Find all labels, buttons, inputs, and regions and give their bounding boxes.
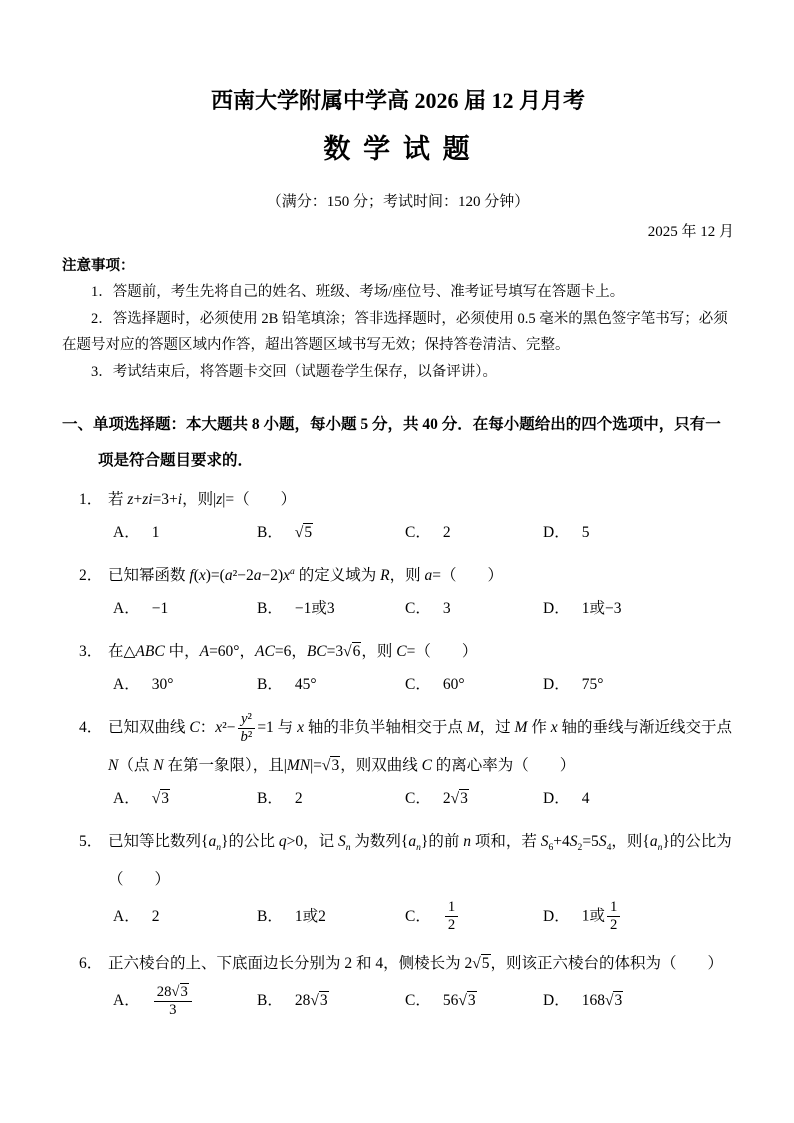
option-label: D． — [543, 790, 570, 807]
question-list — [62, 481, 734, 1019]
option-label: B． — [257, 676, 283, 693]
option-label: D． — [543, 907, 570, 925]
option-a — [113, 983, 257, 1020]
option-text: 2 — [294, 790, 303, 807]
notice-item-1: 1．答题前，考生先将自己的姓名、班级、考场/座位号、准考证号填写在答题卡上。 — [91, 284, 625, 300]
question-stem: 已知幂函数 $f(x)=(a^2-2a-2)x^a$ 的定义域为 R，则 a=（ ） — [108, 565, 503, 584]
option-text: √3 — [151, 790, 169, 807]
option-text: 1或 $\frac{1}{2}$ — [582, 899, 623, 935]
question-stem: 若 z+zi=3+i，则|z|=（ ） — [108, 491, 297, 508]
option-label: A． — [113, 524, 140, 541]
option-c — [405, 671, 543, 699]
option-label: B． — [257, 992, 283, 1010]
option-c — [405, 899, 543, 935]
option-text: 2 — [151, 907, 160, 925]
options-row — [113, 595, 734, 623]
option-label: D． — [543, 600, 570, 617]
option-text: $\frac{28√3}{3}$ — [152, 983, 194, 1020]
option-label: A． — [113, 907, 140, 925]
option-c — [405, 519, 543, 547]
option-label: C． — [405, 676, 431, 693]
question-body — [108, 945, 734, 1020]
option-text: −1 — [151, 600, 169, 617]
options-row — [113, 899, 734, 935]
exam-session-title: 西南大学附属中学高 2026 届 12 月月考 — [210, 88, 585, 113]
question-body — [108, 709, 734, 813]
option-label: B． — [257, 790, 283, 807]
options-row — [113, 983, 734, 1020]
option-c — [405, 595, 543, 623]
option-d — [543, 519, 589, 547]
option-text: 168√3 — [581, 992, 623, 1010]
options-row — [113, 519, 734, 547]
option-b — [257, 671, 405, 699]
question-item-2 — [62, 557, 734, 623]
option-label: C． — [405, 790, 431, 807]
option-text: $\frac{1}{2}$ — [443, 899, 460, 935]
question-stem: 在△ABC 中，A=60°，AC=6，BC=3√6，则 C=（ ） — [108, 643, 478, 660]
option-label: C． — [405, 524, 431, 541]
option-label: D． — [543, 676, 570, 693]
option-text: 45° — [294, 676, 317, 693]
question-item-6 — [62, 945, 734, 1020]
option-c — [405, 987, 543, 1015]
option-text: 1或2 — [294, 907, 326, 925]
option-text: 2 — [442, 524, 451, 541]
option-a — [113, 903, 257, 931]
option-a — [113, 595, 257, 623]
exam-date: 2025 年 12 月 — [647, 224, 734, 240]
option-text: 1或−3 — [581, 600, 622, 617]
question-stem: 正六棱台的上、下底面边长分别为 2 和 4，侧棱长为 2√5，则该正六棱台的体积为（ ） — [108, 954, 724, 972]
question-body — [108, 823, 734, 935]
notice-item-2: 2．答选择题时，必须使用 2B 铅笔填涂；答非选择题时，必须使用 0.5 毫米的黑色签字笔书写；必须在题号对应的答题区域内作答，超出答题区域书写无效；保持答卷清洁、完整。 — [62, 310, 728, 353]
option-text: 30° — [151, 676, 174, 693]
options-row — [113, 671, 734, 699]
option-label: B． — [257, 524, 283, 541]
option-text: 56√3 — [442, 992, 476, 1010]
option-text: 1 — [151, 524, 160, 541]
question-number: 3． — [79, 643, 103, 660]
option-text: 4 — [581, 790, 590, 807]
question-number: 4． — [79, 719, 103, 736]
notice-heading: 注意事项： — [62, 258, 135, 274]
option-text: 60° — [442, 676, 465, 693]
option-b — [257, 595, 405, 623]
question-number: 6． — [79, 954, 103, 972]
option-label: B． — [257, 600, 283, 617]
question-item-4 — [62, 709, 734, 813]
section-one-heading: 一、单项选择题：本大题共 8 小题，每小题 5 分，共 40 分．在每小题给出的四个选项中，只有一项是符合题目要求的． — [62, 416, 721, 469]
option-label: A． — [113, 790, 140, 807]
option-a — [113, 519, 257, 547]
question-item-3 — [62, 633, 734, 699]
option-label: D． — [543, 992, 570, 1010]
option-d — [543, 987, 623, 1015]
question-stem: 已知双曲线 C：x²− $\frac{\text{y²}}{\text{b²}}$ =1 与 x 轴的非负半轴相交于点 M，过 M 作 x 轴的垂线与渐近线交于点 N（点 N 在第一象限），且|MN|=√3，则双曲线 C 的离心率为（ ） — [108, 710, 732, 774]
option-text: 3 — [442, 600, 451, 617]
question-body — [108, 633, 734, 699]
option-d — [543, 899, 622, 935]
question-stem: 已知等比数列$\{a_n\}$的公比 q>0，记 $S_n$ 为数列$\{a_n\}$的前 n 项和，若 $S_6+4S_2=5S_4$，则$\{a_n\}$的公比为（ ） — [108, 833, 732, 888]
option-label: C． — [405, 600, 431, 617]
option-d — [543, 671, 603, 699]
exam-meta: （满分：150 分；考试时间：120 分钟） — [266, 194, 530, 210]
option-c — [405, 785, 543, 813]
option-a — [113, 785, 257, 813]
option-label: D． — [543, 524, 570, 541]
option-text: 75° — [581, 676, 604, 693]
option-b — [257, 987, 405, 1015]
option-d — [543, 595, 621, 623]
option-d — [543, 785, 589, 813]
question-number: 5． — [79, 833, 103, 850]
page-title: 数 学 试 题 — [323, 134, 473, 164]
notice-section — [62, 253, 734, 385]
option-b — [257, 785, 405, 813]
question-number: 1． — [79, 491, 103, 508]
option-text: √5 — [294, 524, 313, 541]
question-body — [108, 557, 734, 623]
option-b — [257, 519, 405, 547]
option-text: 28√3 — [294, 992, 328, 1010]
options-row — [113, 785, 734, 813]
option-text: 5 — [581, 524, 590, 541]
option-label: C． — [405, 907, 431, 925]
question-number: 2． — [79, 567, 103, 584]
exam-header — [62, 86, 734, 243]
option-label: A． — [113, 600, 140, 617]
option-b — [257, 903, 405, 931]
question-body — [108, 481, 734, 547]
option-text: 2√3 — [442, 790, 468, 807]
question-item-5 — [62, 823, 734, 935]
option-label: C． — [405, 992, 431, 1010]
option-text: −1或3 — [294, 600, 335, 617]
notice-item-3: 3．考试结束后，将答题卡交回（试题卷学生保存，以备评讲）。 — [91, 363, 497, 380]
question-item-1 — [62, 481, 734, 547]
option-label: B． — [257, 907, 283, 925]
option-a — [113, 671, 257, 699]
option-label: A． — [113, 676, 140, 693]
option-label: A． — [113, 992, 140, 1010]
